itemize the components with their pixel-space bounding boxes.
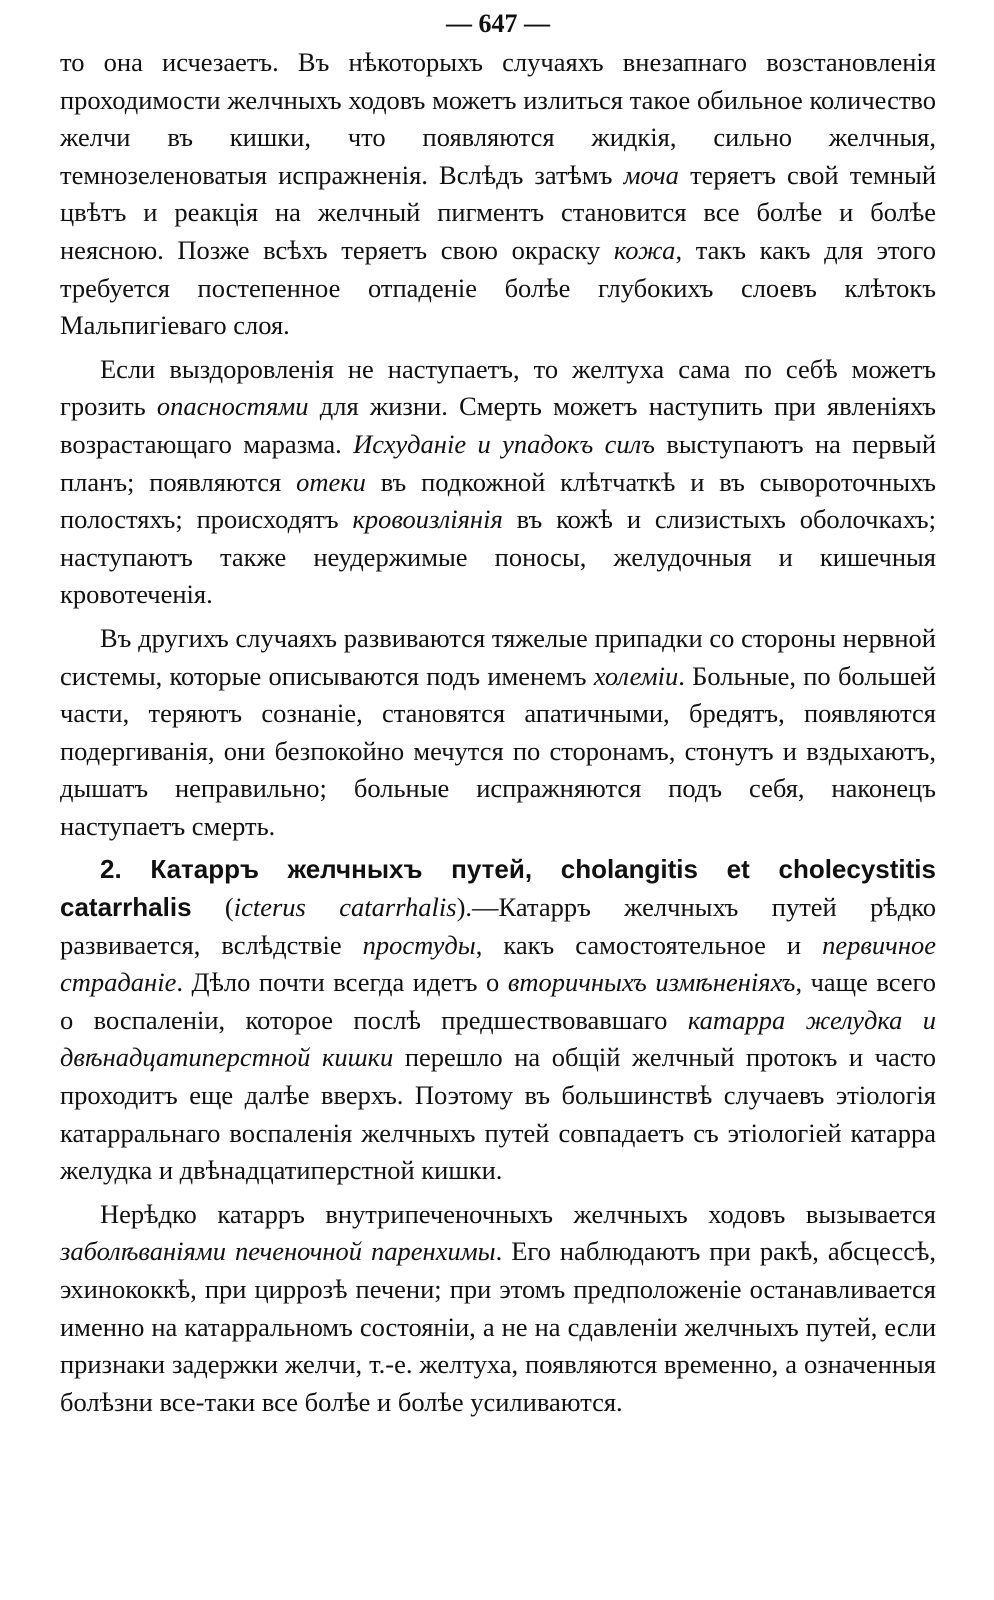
emphasis-text: отеки bbox=[296, 466, 366, 497]
emphasis-text: катарра желудка и двѣнадцатиперстной кишки bbox=[60, 1004, 936, 1073]
body-text: ( bbox=[191, 892, 234, 923]
paragraph-p1 bbox=[60, 44, 936, 345]
body-text: Нерѣдко катарръ внутрипеченочныхъ желчныхъ ходовъ вызывается bbox=[100, 1198, 936, 1229]
emphasis-text: заболѣваніями печеночной паренхимы bbox=[60, 1236, 496, 1267]
body-text: то она исчезаетъ. Въ нѣкоторыхъ случаяхъ внезапнаго возстановленія проходимости желчныхъ ходовъ можетъ излиться такое обильное количество желчи въ кишки, что появляются жидкія, сильно желчныя, темнозеленоватыя испражненія. Вслѣдъ затѣмъ bbox=[60, 47, 936, 190]
emphasis-text: опасностями bbox=[156, 391, 309, 422]
body-text: , такъ какъ для этого требуется постепенное отпаденіе болѣе глубокихъ слоевъ клѣтокъ Мальпигіеваго слоя. bbox=[60, 234, 936, 341]
emphasis-text: простуды bbox=[362, 929, 476, 960]
body-text: для жизни. Смерть можетъ наступить при явленіяхъ возрастающаго маразма. bbox=[60, 391, 937, 459]
emphasis-text: моча bbox=[623, 159, 679, 190]
body-text: . Его наблюдаютъ при ракѣ, абсцессѣ, эхинококкѣ, при циррозѣ печени; при этомъ предположеніе останавливается именно на катарральномъ состояніи, а не на сдавленіи желчныхъ путей, если признаки задержки желчи, т.-е. желтуха, появляются временно, а означенныя болѣзни все-таки все болѣе и болѣе усиливаются. bbox=[60, 1236, 936, 1417]
paragraph-p5 bbox=[60, 1196, 936, 1422]
body-text: выступаютъ на первый планъ; появляются bbox=[60, 428, 936, 497]
body-text: . Больные, по большей части, теряютъ сознаніе, становятся апатичными, бредятъ, появляются подергиванія, они безпокойно мечутся по сторонамъ, стонутъ и вздыхаютъ, дышатъ неправильно; больные испражняются подъ себя, наконецъ наступаетъ смерть. bbox=[60, 660, 936, 841]
paragraph-p2 bbox=[60, 351, 936, 614]
emphasis-text: вторичныхъ измѣненіяхъ bbox=[507, 967, 796, 998]
body-text: въ подкожной клѣтчаткѣ и въ сывороточныхъ полостяхъ; происходятъ bbox=[60, 466, 936, 535]
emphasis-text: icterus catarrhalis bbox=[233, 892, 457, 923]
paragraph-p4 bbox=[60, 851, 936, 1189]
paragraph-p3 bbox=[60, 620, 936, 846]
body-text: въ кожѣ и слизистыхъ оболочкахъ; наступаютъ также неудержимые поносы, желудочныя и кишечныя кровотеченія. bbox=[60, 504, 936, 610]
body-text: теряетъ свой темный цвѣтъ и реакція на желчный пигментъ становится все болѣе и болѣе неясною. Позже всѣхъ теряетъ свою окраску bbox=[60, 159, 936, 265]
body-text: . Дѣло почти всегда идетъ о bbox=[176, 967, 508, 998]
body-text: , чаще всего о воспаленіи, которое послѣ предшествовавшаго bbox=[60, 967, 937, 1035]
section-heading: 2. Катарръ желчныхъ путей, cholangitis et cholecystitis catarrhalis bbox=[60, 854, 936, 923]
body-text: ).—Катарръ желчныхъ путей рѣдко развивается, вслѣдствіе bbox=[60, 892, 937, 960]
emphasis-text: холеміи bbox=[593, 660, 679, 691]
body-text: Въ другихъ случаяхъ развиваются тяжелые припадки со стороны нервной системы, которые описываются подъ именемъ bbox=[60, 622, 936, 691]
emphasis-text: кожа bbox=[613, 234, 676, 265]
body-text: Если выздоровленія не наступаетъ, то желтуха сама по себѣ можетъ грозить bbox=[60, 353, 936, 422]
body-text: , какъ самостоятельное и bbox=[475, 929, 823, 960]
emphasis-text: кровоизліянія bbox=[352, 504, 503, 535]
emphasis-text: первичное страданіе bbox=[60, 929, 936, 998]
page-number: — 647 — bbox=[446, 9, 550, 38]
body-text: перешло на общій желчный протокъ и часто проходитъ еще далѣе вверхъ. Поэтому въ большинствѣ случаевъ этіологія катарральнаго воспаленія желчныхъ путей совпадаетъ съ этіологіей катарра желудка и двѣнадцатиперстной кишки. bbox=[60, 1042, 936, 1186]
emphasis-text: Исхуданіе и упадокъ силъ bbox=[353, 428, 655, 459]
page-body bbox=[60, 44, 936, 1421]
